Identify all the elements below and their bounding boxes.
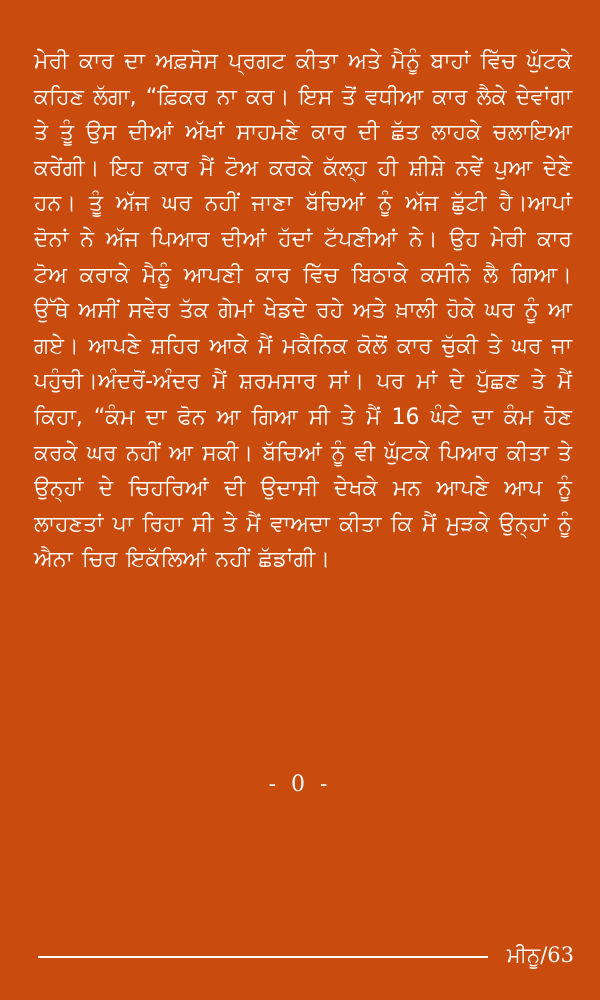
page-number: 63 (547, 943, 574, 967)
footer-rule (38, 956, 488, 958)
page-body-text: ਮੇਰੀ ਕਾਰ ਦਾ ਅਫ਼ਸੋਸ ਪ੍ਰਗਟ ਕੀਤਾ ਅਤੇ ਮੈਨੂੰ ਬਾਹਾਂ ਵਿੱਚ ਘੁੱਟਕੇ ਕਹਿਣ ਲੱਗਾ, “ਫ਼ਿਕਰ ਨਾ ਕਰ। ਇਸ ਤੋਂ ਵਧੀਆ ਕਾਰ ਲੈਕੇ ਦੇਵਾਂਗਾ ਤੇ ਤੂੰ ਉਸ ਦੀਆਂ ਅੱਖਾਂ ਸਾਹਮਣੇ ਕਾਰ ਦੀ ਛੱਤ ਲਾਹਕੇ ਚਲਾਇਆ ਕਰੇਂਗੀ। ਇਹ ਕਾਰ ਮੈਂ ਟੋਅ ਕਰਕੇ ਕੱਲ੍ਹ ਹੀ ਸ਼ੀਸ਼ੇ ਨਵੇਂ ਪੁਆ ਦੇਣੇ ਹਨ। ਤੂੰ ਅੱਜ ਘਰ ਨਹੀਂ ਜਾਣਾ ਬੱਚਿਆਂ ਨੂੰ ਅੱਜ ਛੁੱਟੀ ਹੈ।ਆਪਾਂ ਦੋਨਾਂ ਨੇ ਅੱਜ ਪਿਆਰ ਦੀਆਂ ਹੱਦਾਂ ਟੱਪਣੀਆਂ ਨੇ। ਉਹ ਮੇਰੀ ਕਾਰ ਟੋਅ ਕਰਾਕੇ ਮੈਨੂੰ ਆਪਣੀ ਕਾਰ ਵਿੱਚ ਬਿਠਾਕੇ ਕਸੀਨੋ ਲੈ ਗਿਆ। ਉੱਥੇ ਅਸੀਂ ਸਵੇਰ ਤੱਕ ਗੇਮਾਂ ਖੇਡਦੇ ਰਹੇ ਅਤੇ ਖ਼ਾਲੀ ਹੋਕੇ ਘਰ ਨੂੰ ਆ ਗਏ। ਆਪਣੇ ਸ਼ਹਿਰ ਆਕੇ ਮੈਂ ਮਕੈਨਿਕ ਕੋਲੋਂ ਕਾਰ ਚੁੱਕੀ ਤੇ ਘਰ ਜਾ ਪਹੁੰਚੀ।ਅੰਦਰੋਂ-ਅੰਦਰ ਮੈਂ ਸ਼ਰਮਸਾਰ ਸਾਂ। ਪਰ ਮਾਂ ਦੇ ਪੁੱਛਣ ਤੇ ਮੈਂ ਕਿਹਾ, “ਕੰਮ ਦਾ ਫੋਨ ਆ ਗਿਆ ਸੀ ਤੇ ਮੈਂ 16 ਘੰਟੇ ਦਾ ਕੰਮ ਹੋਣ ਕਰਕੇ ਘਰ ਨਹੀਂ ਆ ਸਕੀ। ਬੱਚਿਆਂ ਨੂੰ ਵੀ ਘੁੱਟਕੇ ਪਿਆਰ ਕੀਤਾ ਤੇ ਉਨ੍ਹਾਂ ਦੇ ਚਿਹਰਿਆਂ ਦੀ ਉਦਾਸੀ ਦੇਖਕੇ ਮਨ ਆਪਣੇ ਆਪ ਨੂੰ ਲਾਹਣਤਾਂ ਪਾ ਰਿਹਾ ਸੀ ਤੇ ਮੈਂ ਵਾਅਦਾ ਕੀਤਾ ਕਿ ਮੈਂ ਮੁੜਕੇ ਉਨ੍ਹਾਂ ਨੂੰ ਐਨਾ ਚਿਰ ਇਕੱਲਿਆਂ ਨਹੀਂ ਛੱਡਾਂਗੀ। (34, 49, 572, 573)
section-separator: - 0 - (268, 772, 332, 797)
footer-author: ਮੀਨੂ (506, 943, 541, 967)
footer-slash: / (540, 943, 548, 967)
page-footer (38, 936, 574, 976)
page-folio (507, 940, 574, 970)
